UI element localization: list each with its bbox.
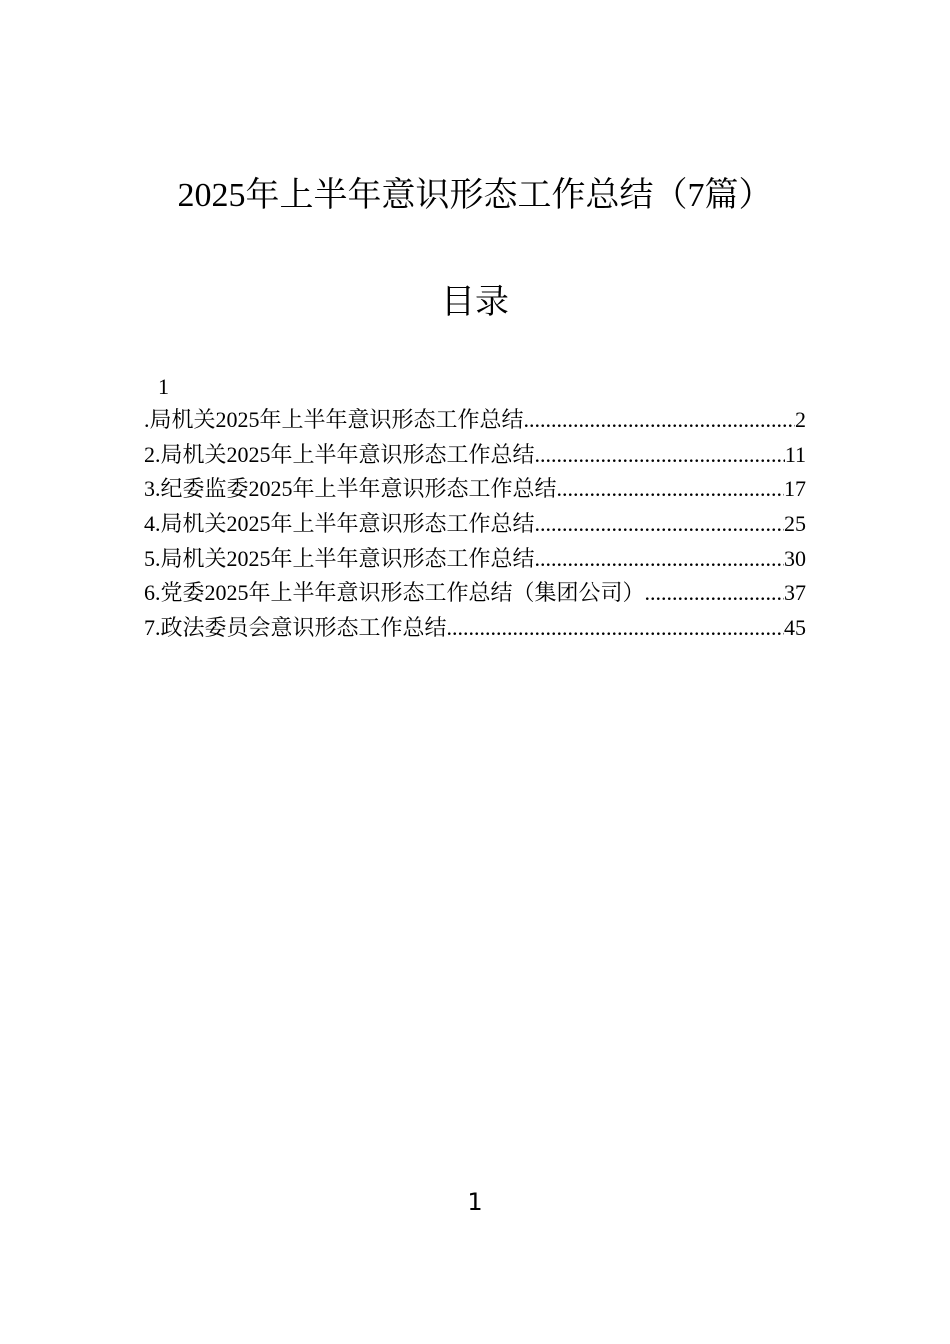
toc-entry-page: 45 (784, 615, 806, 641)
toc-dot-leader (535, 542, 784, 577)
toc-entry-title: .局机关2025年上半年意识形态工作总结 (144, 407, 524, 432)
toc-dot-leader (535, 507, 784, 542)
toc-dot-leader (557, 472, 784, 507)
toc-dot-leader (447, 611, 784, 646)
toc-entry[interactable] (144, 576, 806, 611)
toc-entry[interactable] (144, 438, 806, 473)
toc-entry-page: 11 (784, 441, 806, 467)
page-number: 1 (467, 1188, 483, 1216)
toc-entry-title: 6.党委2025年上半年意识形态工作总结（集团公司） (144, 580, 645, 606)
toc-entry[interactable] (144, 542, 806, 577)
toc-entry-title: 4.局机关2025年上半年意识形态工作总结 (144, 511, 535, 537)
toc-entry-page: 17 (784, 476, 806, 502)
toc-entry[interactable] (144, 403, 806, 438)
toc-entry-page: 37 (784, 580, 806, 606)
table-of-contents (144, 403, 806, 646)
toc-entry-page: 2 (795, 407, 806, 432)
toc-entry-page: 30 (784, 545, 806, 571)
document-title: 2025年上半年意识形态工作总结（7篇） (177, 177, 773, 214)
toc-entry-title: 7.政法委员会意识形态工作总结 (144, 615, 447, 641)
toc-dot-leader (524, 403, 795, 438)
toc-entry-page: 25 (784, 511, 806, 537)
toc-entry[interactable] (144, 611, 806, 646)
toc-entry[interactable] (144, 507, 806, 542)
toc-entry[interactable] (144, 472, 806, 507)
toc-entry-title: 2.局机关2025年上半年意识形态工作总结 (144, 441, 535, 467)
toc-heading: 目录 (441, 282, 509, 322)
toc-entry-title: 3.纪委监委2025年上半年意识形态工作总结 (144, 476, 557, 502)
toc-dot-leader (645, 576, 784, 611)
toc-entry-title: 5.局机关2025年上半年意识形态工作总结 (144, 545, 535, 571)
toc-dot-leader (535, 438, 785, 473)
toc-stray-number: 1 (158, 374, 169, 399)
